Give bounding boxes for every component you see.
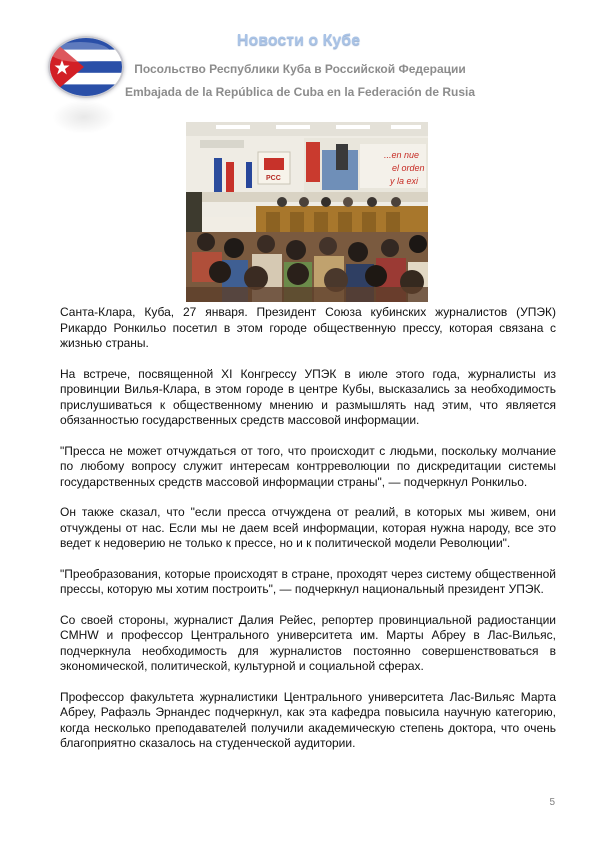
- logo-reflection: [52, 100, 116, 134]
- pcc-sign: PCC: [266, 175, 281, 182]
- newsletter-title: Новости о Кубе: [236, 32, 361, 49]
- article-paragraph: На встрече, посвященной XI Конгрессу УПЭК в июле этого года, журналисты из провинции Вилья-Клара, в этом городе в центре Кубы, высказались за необходимость прислушиваться к общественному мнению и размышлять над этим, что является обязанностью государственных средств массовой информации.: [60, 366, 556, 427]
- meeting-photo: [186, 122, 428, 302]
- article-body: [60, 305, 556, 767]
- article-paragraph: Профессор факультета журналистики Центрального университета Лас-Вильяс Марта Абреу, Рафаэль Эрнандес подчеркнул, как эта кафедра повысила научную категорию, когда несколько преподавателей получили академическую степень доктора, что очень благоприятно сказалось на студенческой аудитории.: [60, 689, 556, 750]
- banner-line-2: el orden: [392, 163, 425, 173]
- page-number: 5: [549, 797, 555, 808]
- banner-line-3: y la exi: [390, 176, 419, 186]
- embassy-name-es: Embajada de la República de Cuba en la Federación de Rusia: [124, 85, 476, 99]
- article-paragraph: Он также сказал, что "если пресса отчуждена от реалий, в которых мы живем, они отчуждены от нас. Если мы не даем всей информации, которая нужна народу, все это ведет к недоверию не только к прессе, но и к политической модели Революции".: [60, 505, 556, 550]
- article-paragraph: "Преобразования, которые происходят в стране, проходят через систему общественной прессы, которую мы хотим построить", — подчеркнул национальный президент УПЭК.: [60, 566, 556, 596]
- article-paragraph: "Пресса не может отчуждаться от того, что происходит с людьми, поскольку молчание по любому вопросу служит интересам контрреволюции по дискредитации системы государственных средств массовой информации страны", — подчеркнул Ронкильо.: [60, 443, 556, 489]
- banner-line-1: ...en nue: [384, 150, 420, 160]
- embassy-name-ru: Посольство Республики Куба в Российской Федерации: [134, 62, 466, 76]
- article-paragraph: Со своей стороны, журналист Далия Рейес, репортер провинциальной радиостанции CMHW и профессор Центрального университета им. Марты Абреу в Лас-Вильяс, подчеркнула необходимость для журналистов постоянно совершенствоваться в экономической, политической, культурной и социальной сферах.: [60, 612, 556, 673]
- article-paragraph: Санта-Клара, Куба, 27 января. Президент Союза кубинских журналистов (УПЭК) Рикардо Ронкильо посетил в этом городе общественную прессу, которая связана с жизнью страны.: [60, 305, 556, 350]
